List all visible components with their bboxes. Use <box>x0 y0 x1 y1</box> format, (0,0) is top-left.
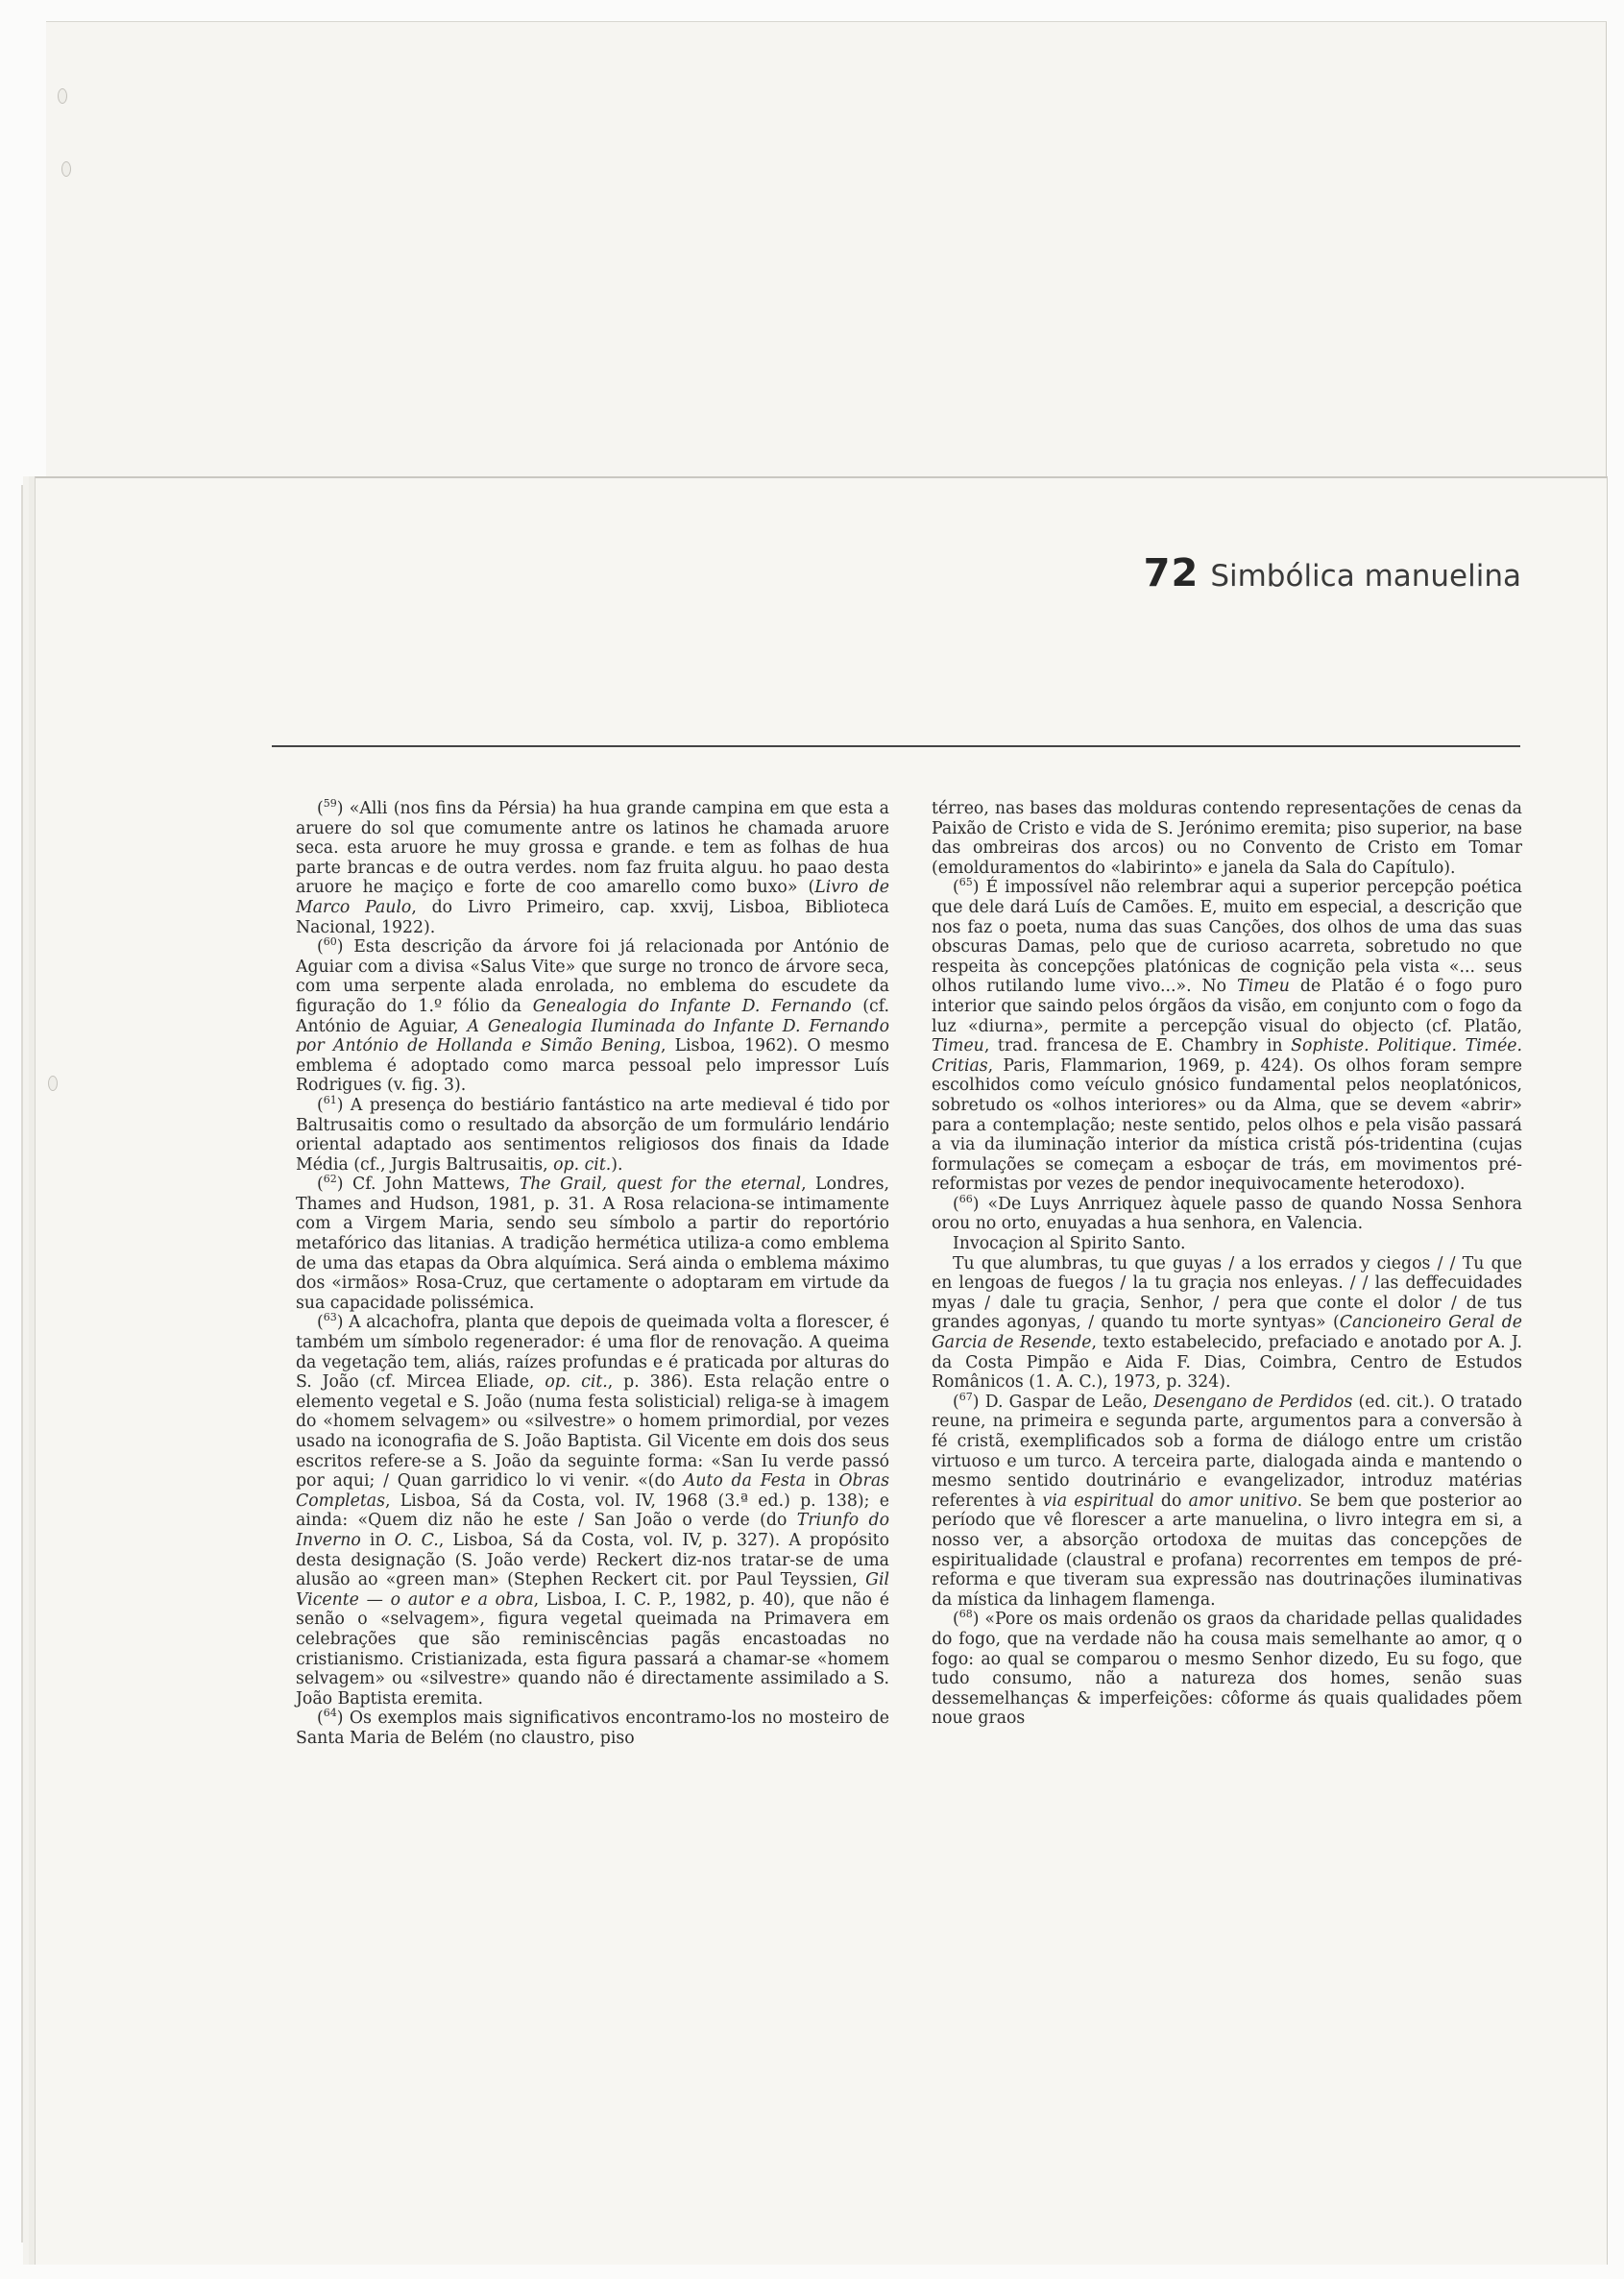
header-rule <box>272 745 1520 747</box>
note-66-poem-title: Invocaçion al Spirito Santo. <box>953 1234 1186 1254</box>
note-60: ($^{60}$) Esta descrição da árvore foi já relacionada por António de Aguiar com a divisa «Salus Vite» que surge no tronco de árvore seca, com uma serpente alada enrolada, no emblema do escudete da figuração do 1.º fólio da Genealogia do Infante D. Fernando (cf. António de Aguiar, A Genealogia Iluminada do Infante D. Fernando por António de Hollanda e Simão Bening, Lisboa, 1962). O mesmo emblema é adoptado como marca pessoal pelo impressor Luís Rodrigues (v. fig. 3). <box>296 935 889 1096</box>
note-65: ($^{65}$) É impossível não relembrar aqui a superior percepção poética que dele dará Luís de Camões. E, muito em especial, a descrição que nos faz o poeta, numa das suas Canções, dos olhos de uma das suas obscuras Damas, pelo que de curioso acarreta, sobretudo no que respeita às concepções platónicas de cognição pela vista «... seus olhos rutilando lume vivo...». No Timeu de Platão é o fogo puro interior que saindo pelos órgãos da visão, em conjunto com o fogo da luz «diurna», permite a percepção visual do objecto (cf. Platão, Timeu, trad. francesa de E. Chambry in Sophiste. Politique. Timée. Critias, Paris, Flammarion, 1969, p. 424). Os olhos foram sempre escolhidos como veículo gnósico fundamental pelos neoplatónicos, sobretudo os «olhos interiores» ou da Alma, que se devem «abrir» para a contemplação; neste sentido, pelos olhos e pela visão passará a via da iluminação interior da mística cristã pós-tridentina (cujas formulações se começam a esboçar de trás, em movimentos pré-reformistas por vezes de pendor inequivocamente heterodoxo). <box>932 876 1523 1195</box>
note-64-continued: térreo, nas bases das molduras contendo representações de cenas da Paixão de Cristo e vida de S. Jerónimo eremita; piso superior, na base das ombreiras dos arcos) ou no Convento de Cristo em Tomar (emolduramentos do «labirinto» e janela da Sala do Capítulo). <box>932 799 1522 878</box>
binding-hole <box>61 161 71 177</box>
page-number: 72 <box>1143 551 1200 595</box>
running-title: Simbólica manuelina <box>1210 559 1521 594</box>
notes-column-right <box>932 799 1522 1729</box>
note-59: ($^{59}$) «Alli (nos fins da Pérsia) ha hua grande campina em que esta a aruere do sol que comumente antre os latinos he chamada aruore seca. esta aruore he muy grossa e grande. e tem as folhas de hua parte brancas e de outra verdes. nom faz fruita alguu. ho paao desta aruore he maçiço e forte de coo amarello como buxo» (Livro de Marco Paulo, do Livro Primeiro, cap. xxvij, Lisboa, Biblioteca Nacional, 1922). <box>296 797 889 937</box>
note-66: ($^{66}$) «De Luys Anrriquez àquele passo de quando Nossa Senhora orou no orto, enuyadas a hua senhora, en Valencia. <box>932 1193 1522 1234</box>
note-64: ($^{64}$) Os exemplos mais significativos encontramo-los no mosteiro de Santa Maria de Belém (no claustro, piso <box>296 1707 889 1748</box>
upper-sheet <box>46 21 1607 483</box>
page-header <box>35 551 1521 595</box>
note-62: ($^{62}$) Cf. John Mattews, The Grail, quest for the eternal, Londres, Thames and Hudson, 1981, p. 31. A Rosa relaciona-se intimamente com a Virgem Maria, sendo seu símbolo a partir do reportório metafórico das litanias. A tradição hermética utiliza-a como emblema de uma das etapas da Obra alquímica. Será ainda o emblema máximo dos «irmãos» Rosa-Cruz, que certamente o adoptaram em virtude da sua capacidade polissémica. <box>296 1173 889 1313</box>
notes-column-left <box>296 799 889 1749</box>
note-67: ($^{67}$) D. Gaspar de Leão, Desengano de Perdidos (ed. cit.). O tratado reune, na primeira e segunda parte, argumentos para a conversão à fé cristã, exemplificados sob a forma de diálogo entre um cristão virtuoso e um turco. A terceira parte, dialogada ainda e mantendo o mesmo sentido doutrinário e evangelizador, introduz matérias referentes à via espiritual do amor unitivo. Se bem que posterior ao período que vê florescer a arte manuelina, o livro integra em si, a nosso ver, a absorção ortodoxa de muitas das concepções de espiritualidade (claustral e profana) recorrentes em tempos de pré-reforma e que tiveram sua expressão nas doutrinações iluminativas da mística da linhagem flamenga. <box>932 1391 1523 1610</box>
note-66-poem: Tu que alumbras, tu que guyas / a los errados y ciegos / / Tu que en lengoas de fuegos / la tu graçia nos enleyas. / / las deffecuidades myas / dale tu graçia, Senhor, / pera que conte el dolor / de tus grandes agonyas, / quando tu morte syntyas» (Cancioneiro Geral de Garcia de Resende, texto estabelecido, prefaciado e anotado por A. J. da Costa Pimpão e Aida F. Dias, Coimbra, Centro de Estudos Românicos (1. A. C.), 1973, p. 324). <box>932 1253 1522 1393</box>
binding-hole <box>48 1076 58 1091</box>
page-edge <box>21 485 23 2243</box>
binding-hole <box>58 88 67 104</box>
note-61: ($^{61}$) A presença do bestiário fantástico na arte medieval é tido por Baltrusaitis como o resultado da absorção de um formulário lendário oriental adaptado aos sentimentos religiosos dos finais da Idade Média (cf., Jurgis Baltrusaitis, op. cit.). <box>296 1094 889 1175</box>
note-68: ($^{68}$) «Pore os mais ordenão os graos da charidade pellas qualidades do fogo, que na verdade não ha cousa mais semelhante ao amor, q o fogo: ao qual se comparou o mesmo Senhor dizedo, Eu su fogo, que tudo consumo, não a natureza dos homes, senão suas dessemelhanças & imperfeições: côforme ás quais qualidades põem noue graos <box>932 1608 1522 1729</box>
note-63: ($^{63}$) A alcachofra, planta que depois de queimada volta a florescer, é também um símbolo regenerador: é uma flor de renovação. A queima da vegetação tem, aliás, raízes profundas e é praticada por alturas do S. João (cf. Mircea Eliade, op. cit., p. 386). Esta relação entre o elemento vegetal e S. João (numa festa solisticial) religa-se à imagem do «homem selvagem» ou «silvestre» o homem primordial, por vezes usado na iconografia de S. João Baptista. Gil Vicente em dois dos seus escritos refere-se a S. João da seguinte forma: «San Iu verde passó por aqui; / Quan garridico lo vi venir. «(do Auto da Festa in Obras Completas, Lisboa, Sá da Costa, vol. IV, 1968 (3.ª ed.) p. 138); e ainda: «Quem diz não he este / San João o verde (do Triunfo do Inverno in O. C., Lisboa, Sá da Costa, vol. IV, p. 327). A propósito desta designação (S. João verde) Reckert diz-nos tratar-se de uma alusão ao «green man» (Stephen Reckert cit. por Paul Teyssien, Gil Vicente — o autor e a obra, Lisboa, I. C. P., 1982, p. 40), que não é senão o «selvagem», figura vegetal queimada na Primavera em celebrações que são reminiscências pagãs encastoadas no cristianismo. Cristianizada, esta figura passará a chamar-se «homem selvagem» ou «silvestre» quando não é directamente assimilado a S. João Baptista eremita. <box>296 1311 889 1709</box>
